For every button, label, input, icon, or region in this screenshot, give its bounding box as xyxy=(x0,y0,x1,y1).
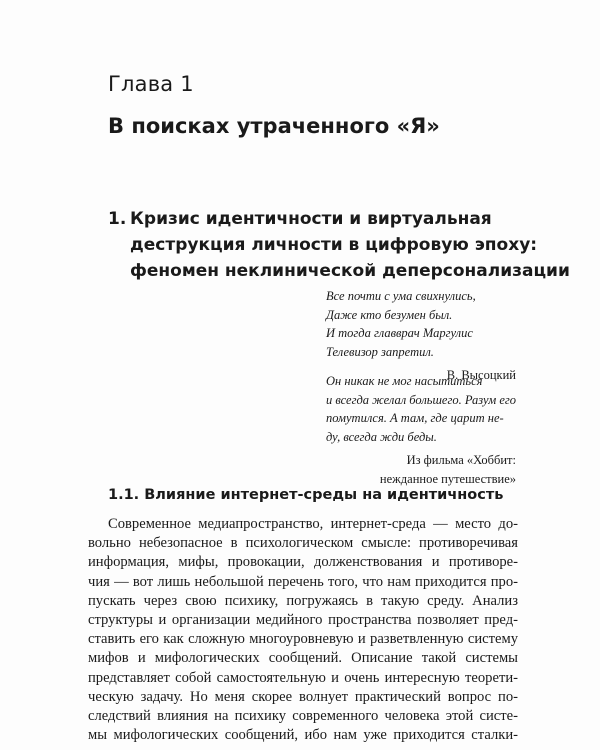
section-number: 1. xyxy=(108,209,127,229)
epigraph-line: и всегда желал большего. Разум его xyxy=(326,392,517,407)
body-line: следствий влияния на психику современного человека этой систе- xyxy=(88,708,518,725)
epigraph-line: ду, всегда жди беды. xyxy=(326,429,437,444)
epigraph-line: Он никак не мог насытиться xyxy=(326,374,483,388)
body-line: чия — вот лишь небольшой перечень того, что нам приходится про- xyxy=(88,573,518,590)
body-line: представляет собой самостоятельную и очень интересную теорети- xyxy=(88,669,518,686)
epigraph-line: помутился. А там, где царит не- xyxy=(326,411,504,425)
body-line: пускать через свою психику, погружаясь в такую среду. Анализ xyxy=(88,592,518,609)
chapter-title: В поисках утраченного «Я» xyxy=(108,114,440,138)
body-line: информация, мифы, провокации, долженствования и противоре- xyxy=(88,554,518,571)
section-title-line: деструкция личности в цифровую эпоху: xyxy=(130,235,538,255)
epigraph-hobbit xyxy=(326,372,516,488)
body-line: Современное медиапространство, интернет-среда — место до- xyxy=(108,516,518,532)
epigraph-line: Все почти с ума свихнулись, xyxy=(326,289,476,303)
epigraph-line: Даже кто безумен был. xyxy=(326,307,453,322)
body-line: вольно небезопасное в психологическом смысле: противоречивая xyxy=(88,535,518,552)
epigraph-source-line: Из фильма «Хоббит: xyxy=(406,453,516,467)
section-title-line: феномен неклинической деперсонализации xyxy=(130,261,570,281)
body-line: структуры и организации медийного пространства позволяет пред- xyxy=(88,612,518,629)
subsection-heading: 1.1. Влияние интернет-среды на идентичность xyxy=(108,487,504,503)
epigraph-line: Телевизор запретил. xyxy=(326,344,434,359)
epigraph-source-line: нежданное путешествие» xyxy=(379,471,516,486)
body-line: ческую задачу. Но меня скорее волнует практический вопрос по- xyxy=(88,688,518,705)
section-title-line: Кризис идентичности и виртуальная xyxy=(130,209,492,229)
body-line: ставить его как сложную многоуровневую и разветвленную систему xyxy=(88,631,518,648)
epigraph-source xyxy=(326,451,516,488)
body-line: мы мифологических сообщений, ибо нам уже приходится сталки- xyxy=(88,727,518,744)
section-heading xyxy=(108,206,570,284)
chapter-label: Глава 1 xyxy=(108,72,194,96)
epigraph-vysotsky xyxy=(326,287,516,385)
epigraph-author: В. Высоцкий xyxy=(446,368,516,382)
epigraph-line: И тогда главврач Маргулис xyxy=(326,326,473,340)
body-line: мифов и мифологических сообщений. Описание такой системы xyxy=(88,650,518,667)
body-paragraph xyxy=(88,515,518,745)
